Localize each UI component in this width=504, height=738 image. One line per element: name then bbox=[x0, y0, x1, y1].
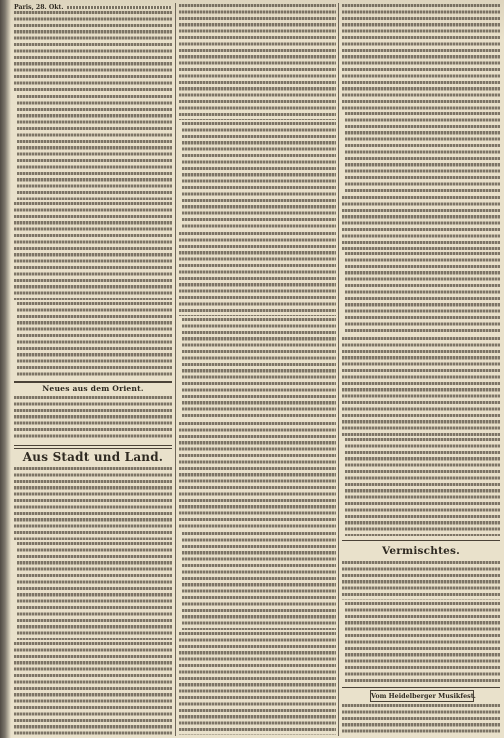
article-paragraph bbox=[342, 561, 500, 600]
article-paragraph bbox=[342, 4, 500, 110]
section-double-rule bbox=[14, 445, 172, 449]
article-paragraph bbox=[345, 112, 500, 194]
article-paragraph bbox=[14, 396, 172, 441]
section-heading-local: Aus Stadt und Land. bbox=[22, 450, 164, 464]
article-paragraph bbox=[182, 318, 336, 420]
lead-line bbox=[14, 4, 172, 11]
article-paragraph bbox=[17, 302, 172, 378]
dateline: Paris, 28. Okt. bbox=[14, 4, 64, 11]
article-paragraph bbox=[345, 602, 500, 684]
article-paragraph bbox=[17, 542, 172, 640]
article-paragraph bbox=[14, 467, 172, 540]
article-paragraph bbox=[342, 196, 500, 250]
article-paragraph bbox=[342, 337, 500, 436]
section-rule bbox=[342, 540, 500, 541]
article-paragraph bbox=[14, 642, 172, 735]
binding-shadow bbox=[0, 0, 11, 738]
article-paragraph bbox=[179, 422, 336, 530]
article-paragraph bbox=[345, 252, 500, 335]
section-heading-misc: Vermischtes. bbox=[382, 545, 460, 557]
article-paragraph bbox=[14, 11, 172, 93]
article-paragraph bbox=[182, 122, 336, 230]
section-heading-orient: Neues aus dem Orient. bbox=[42, 384, 144, 393]
article-paragraph bbox=[14, 202, 172, 300]
section-rule bbox=[14, 381, 172, 383]
article-paragraph bbox=[345, 438, 500, 536]
boxed-heading: Vom Heidelberger Musikfest. bbox=[371, 692, 476, 700]
article-paragraph bbox=[179, 4, 336, 120]
article-paragraph bbox=[17, 95, 172, 200]
article-paragraph bbox=[179, 232, 336, 316]
article-paragraph bbox=[182, 532, 336, 630]
column-divider bbox=[338, 3, 339, 736]
article-paragraph bbox=[342, 704, 500, 735]
text-line bbox=[67, 6, 172, 9]
column-divider bbox=[175, 3, 176, 736]
section-rule bbox=[342, 687, 500, 688]
article-paragraph bbox=[179, 632, 336, 735]
